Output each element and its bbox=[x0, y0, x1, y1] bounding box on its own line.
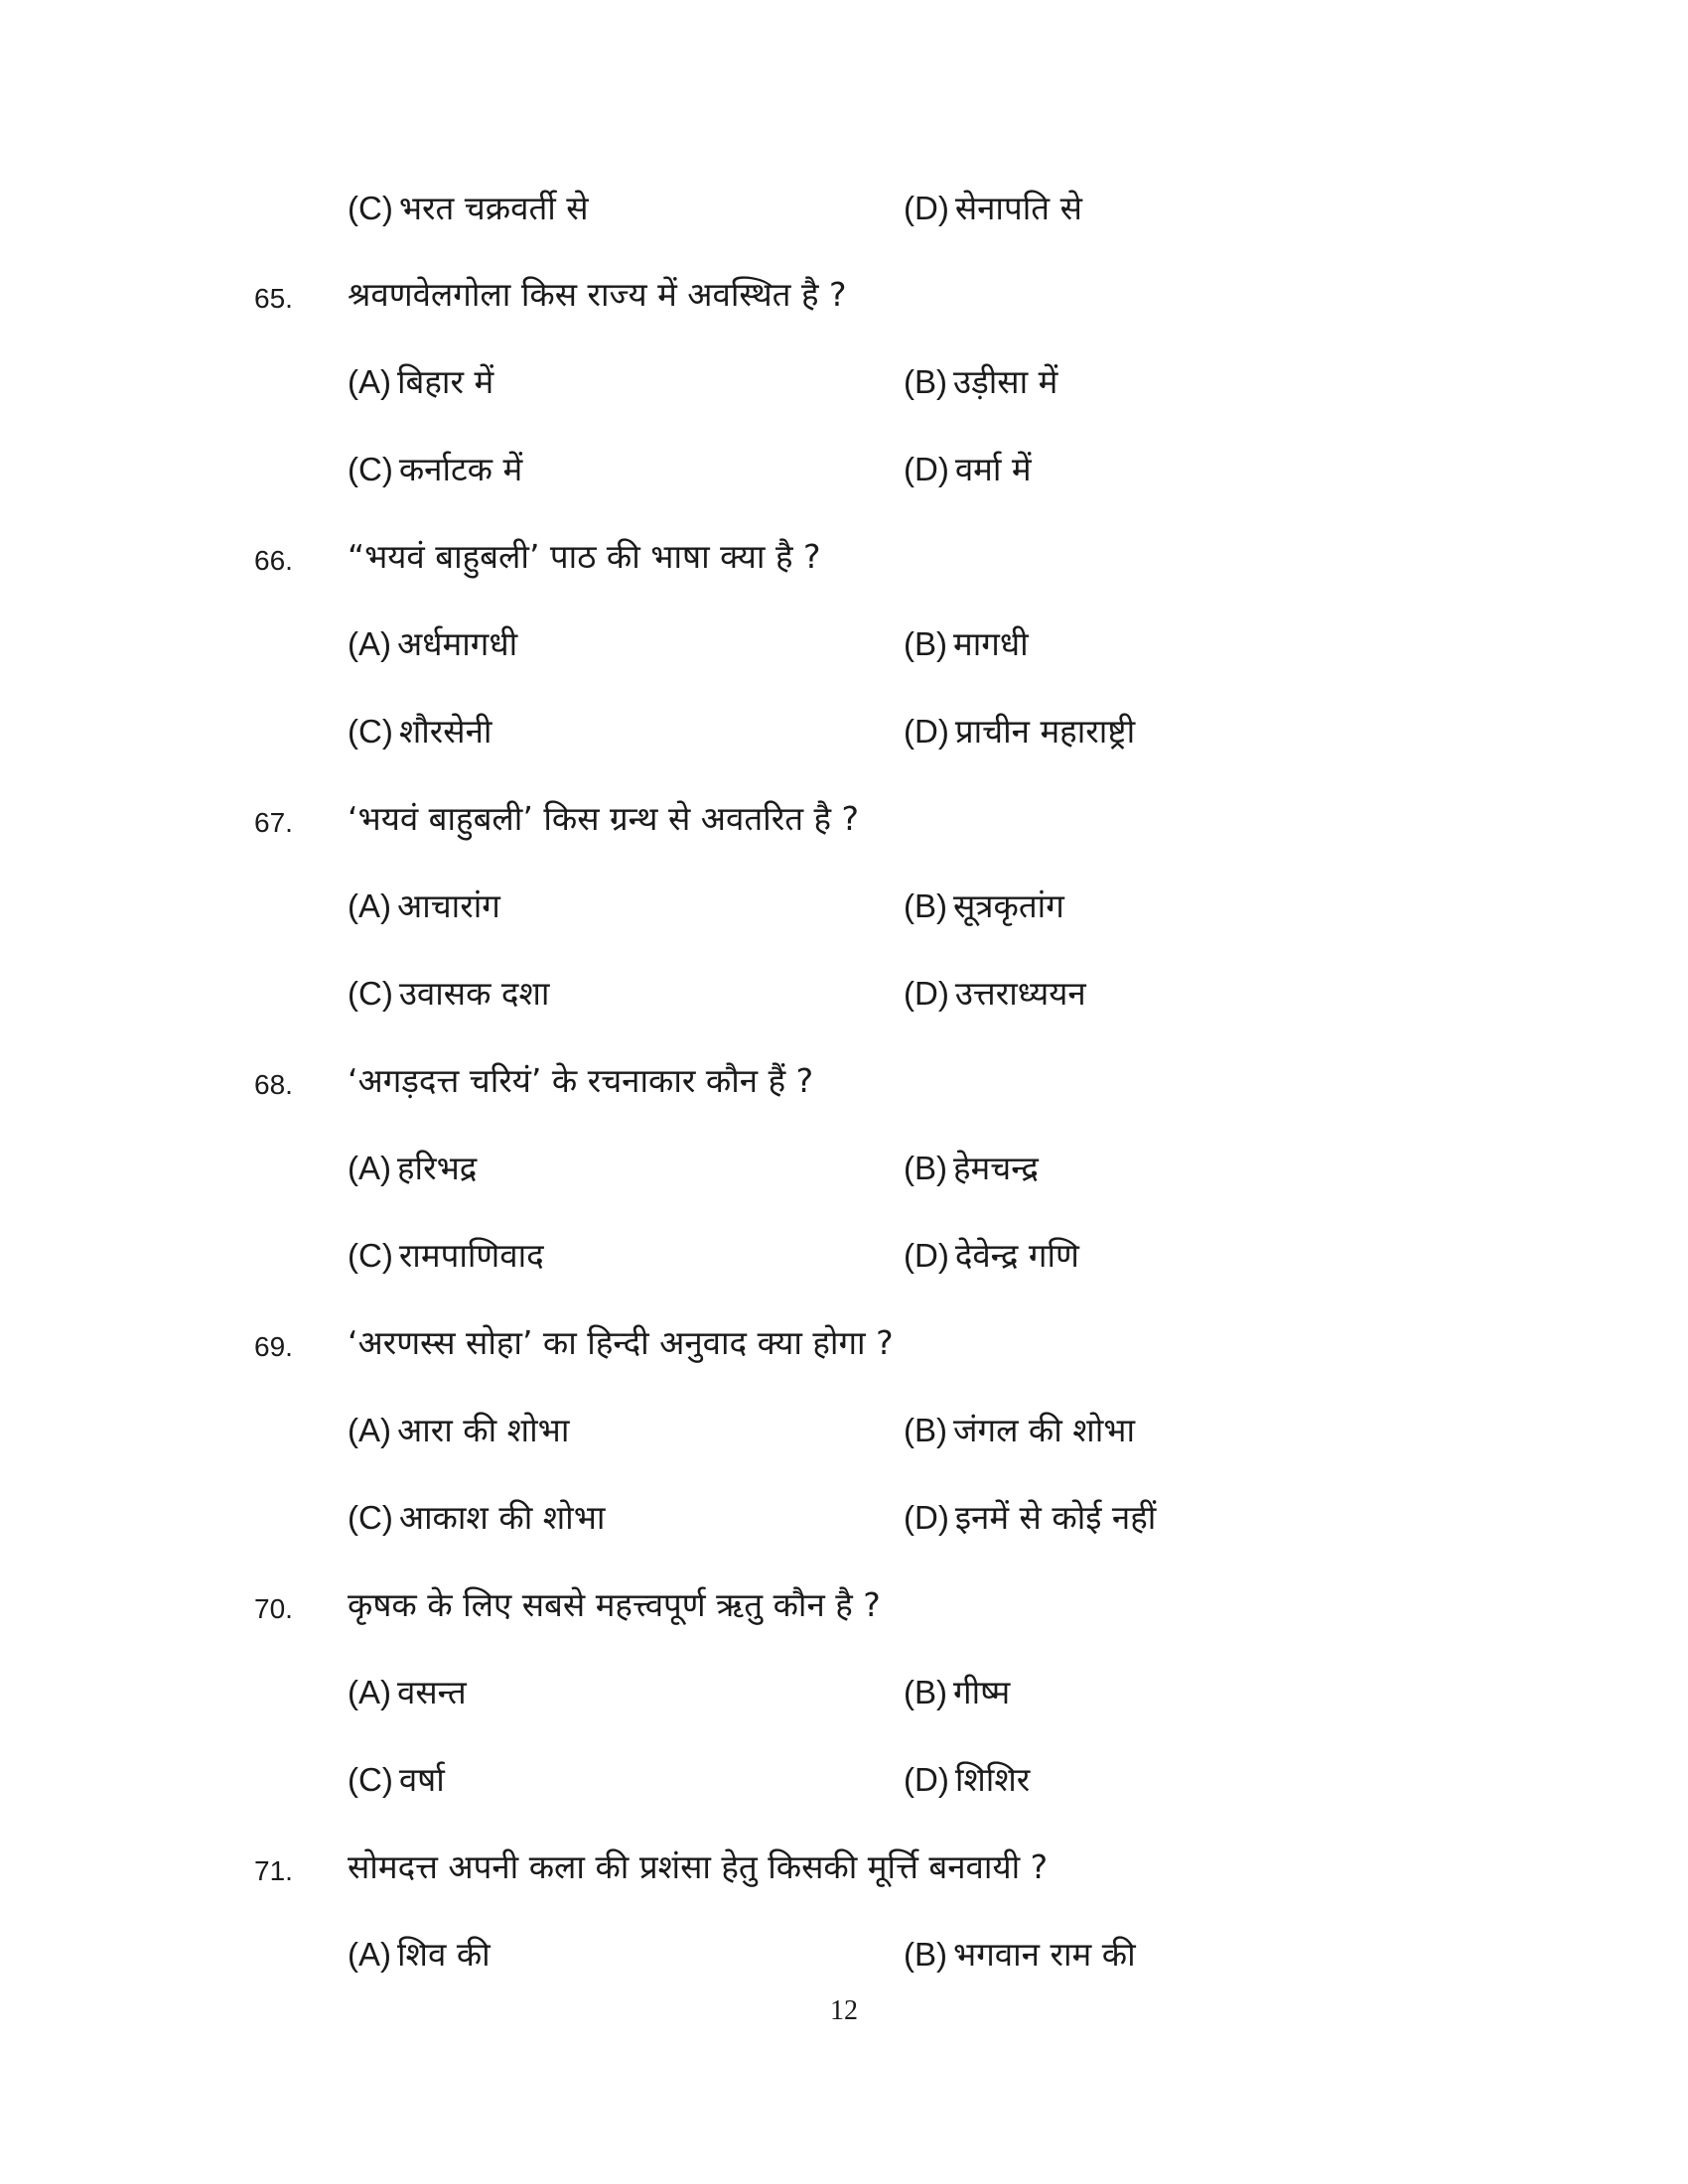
option-d: (D) सेनापति से bbox=[904, 189, 1082, 227]
option-c: (C) वर्षा bbox=[348, 1760, 445, 1799]
option-a: (A) शिव की bbox=[348, 1935, 491, 1974]
option-row bbox=[0, 1750, 1688, 1810]
option-b: (B) उड़ीसा में bbox=[904, 362, 1058, 401]
question-text: ‘अरणस्स सोहा’ का हिन्दी अनुवाद क्या होगा ? bbox=[348, 1323, 894, 1362]
option-a: (A) आचारांग bbox=[348, 887, 500, 925]
option-c: (C) भरत चक्रवर्ती से bbox=[348, 189, 589, 227]
option-row bbox=[0, 877, 1688, 936]
option-row bbox=[0, 1925, 1688, 1984]
option-row bbox=[0, 179, 1688, 238]
option-d: (D) इनमें से कोई नहीं bbox=[904, 1498, 1157, 1537]
option-row bbox=[0, 1488, 1688, 1548]
question-text: ‘अगड़दत्त चरियं’ के रचनाकार कौन हैं ? bbox=[348, 1061, 814, 1100]
question-text: कृषक के लिए सबसे महत्त्वपूर्ण ऋतु कौन है ? bbox=[348, 1585, 881, 1624]
option-row bbox=[0, 1139, 1688, 1198]
option-a: (A) बिहार में bbox=[348, 362, 494, 401]
option-b: (B) गीष्म bbox=[904, 1673, 1011, 1711]
option-d: (D) देवेन्द्र गणि bbox=[904, 1236, 1079, 1275]
option-row bbox=[0, 1226, 1688, 1286]
option-d: (D) उत्तराध्ययन bbox=[904, 974, 1086, 1013]
question-70 bbox=[0, 1575, 1688, 1635]
question-69 bbox=[0, 1313, 1688, 1373]
page-number: 12 bbox=[830, 1995, 858, 2026]
option-row bbox=[0, 1401, 1688, 1460]
option-d: (D) प्राचीन महाराष्ट्री bbox=[904, 712, 1136, 751]
option-row bbox=[0, 702, 1688, 761]
option-row bbox=[0, 352, 1688, 412]
question-number: 65. bbox=[254, 283, 293, 314]
option-b: (B) जंगल की शोभा bbox=[904, 1411, 1136, 1449]
question-number: 68. bbox=[254, 1069, 293, 1100]
option-a: (A) हरिभद्र bbox=[348, 1149, 478, 1187]
question-65 bbox=[0, 265, 1688, 325]
option-d: (D) वर्मा में bbox=[904, 450, 1032, 488]
question-71 bbox=[0, 1838, 1688, 1897]
option-b: (B) भगवान राम की bbox=[904, 1935, 1136, 1974]
question-68 bbox=[0, 1051, 1688, 1111]
option-row bbox=[0, 614, 1688, 674]
option-a: (A) अर्धमागधी bbox=[348, 624, 518, 663]
option-c: (C) कर्नाटक में bbox=[348, 450, 523, 488]
question-text: सोमदत्त अपनी कला की प्रशंसा हेतु किसकी मूर्त्ति बनवायी ? bbox=[348, 1847, 1049, 1886]
option-row bbox=[0, 440, 1688, 499]
option-b: (B) सूत्रकृतांग bbox=[904, 887, 1064, 925]
question-number: 69. bbox=[254, 1331, 293, 1362]
option-row bbox=[0, 1663, 1688, 1722]
question-number: 67. bbox=[254, 807, 293, 838]
option-c: (C) उवासक दशा bbox=[348, 974, 550, 1013]
option-d: (D) शिशिर bbox=[904, 1760, 1031, 1799]
question-67 bbox=[0, 789, 1688, 849]
question-number: 66. bbox=[254, 545, 293, 576]
option-c: (C) आकाश की शोभा bbox=[348, 1498, 606, 1537]
option-a: (A) वसन्त bbox=[348, 1673, 467, 1711]
option-b: (B) मागधी bbox=[904, 624, 1029, 663]
option-c: (C) रामपाणिवाद bbox=[348, 1236, 544, 1275]
question-text: ‘भयवं बाहुबली’ किस ग्रन्थ से अवतरित है ? bbox=[348, 799, 860, 838]
option-a: (A) आरा की शोभा bbox=[348, 1411, 570, 1449]
question-number: 71. bbox=[254, 1855, 293, 1886]
option-c: (C) शौरसेनी bbox=[348, 712, 492, 751]
option-b: (B) हेमचन्द्र bbox=[904, 1149, 1039, 1187]
question-66 bbox=[0, 527, 1688, 587]
question-number: 70. bbox=[254, 1593, 293, 1624]
question-text: श्रवणवेलगोला किस राज्य में अवस्थित है ? bbox=[348, 275, 847, 314]
question-text: “भयवं बाहुबली’ पाठ की भाषा क्या है ? bbox=[348, 537, 821, 576]
option-row bbox=[0, 964, 1688, 1024]
